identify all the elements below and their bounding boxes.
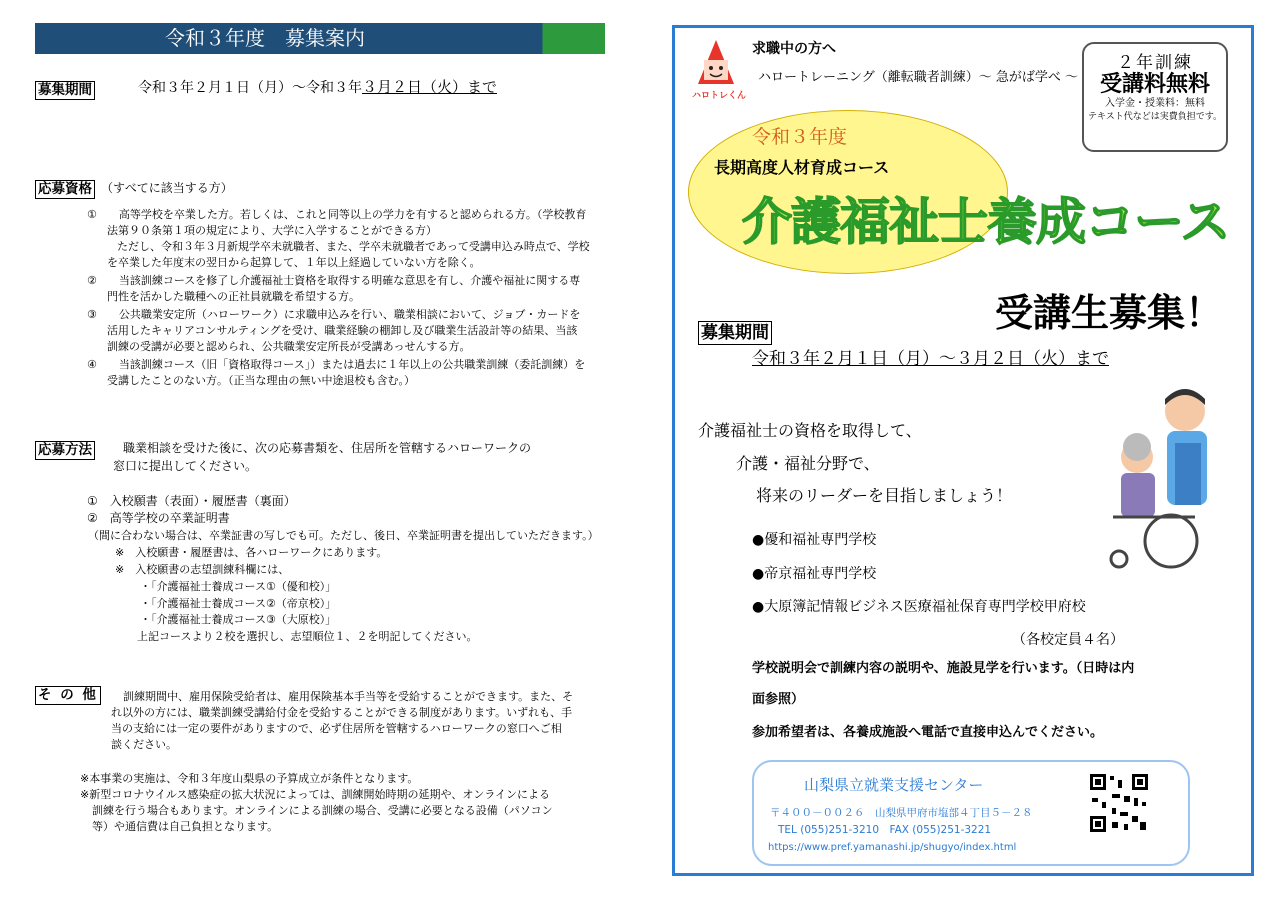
left-page-header — [35, 23, 605, 54]
left-header-title: 令和３年度 募集案内 — [165, 26, 365, 50]
qual-line-8: 活用したキャリアコンサルティングを受け、職業経験の棚卸し及び職業生活設計等の結果、当該 — [107, 324, 578, 337]
qual-line-5: ② 当該訓練コースを修了し介護福祉士資格を取得する明確な意思を有し、介護や福祉に関する専 — [87, 274, 581, 287]
qual-line-3: ただし、令和３年３月新規学卒未就職者、また、学卒未就職者であって受講申込み時点で、学校 — [117, 240, 590, 253]
method-item-8: ・「介護福祉士養成コース③（大原校）」 — [140, 613, 337, 626]
fee-detail-1: 入学金・授業料：無料 — [1105, 98, 1205, 109]
intro-line-1: 求職中の方へ — [752, 41, 836, 57]
caregiver-wheelchair-illustration — [1097, 383, 1221, 579]
briefing-line-1: 学校説明会で訓練内容の説明や、施設見学を行います。（日時は内 — [752, 661, 1135, 676]
harotore-mascot-logo — [692, 38, 747, 102]
school-1: ●優和福祉専門学校 — [752, 532, 877, 548]
fee-detail-2: テキスト代などは実費負担です。 — [1087, 112, 1223, 122]
briefing-line-3: 参加希望者は、各養成施設へ電話で直接申込んでください。 — [752, 725, 1104, 740]
period-label: 募集期間 — [35, 81, 95, 100]
period-start: 令和３年２月１日（月）～令和３年 — [138, 80, 362, 96]
price-badge — [1082, 42, 1228, 152]
method-item-4: ※ 入校願書・履歴書は、各ハローワークにあります。 — [115, 546, 388, 559]
center-address: 〒４００－００２６ 山梨県甲府市塩部４丁目５－２８ — [770, 807, 1033, 819]
method-item-5: ※ 入校願書の志望訓練科欄には、 — [115, 563, 290, 576]
right-period-label: 募集期間 — [698, 321, 772, 345]
method-line-1: 職業相談を受けた後に、次の応募書類を、住居所を管轄するハローワークの — [123, 441, 532, 455]
school-2: ●帝京福祉専門学校 — [752, 566, 877, 582]
year-label: 令和３年度 — [752, 126, 848, 148]
message-line-2: 介護・福祉分野で、 — [736, 454, 880, 473]
briefing-line-2: 面参照） — [752, 692, 805, 707]
course-title: 介護福祉士養成コース — [742, 193, 1230, 251]
qualification-note: （すべてに該当する方） — [101, 181, 233, 195]
capacity-note: （各校定員４名） — [1012, 632, 1124, 648]
method-label: 応募方法 — [35, 441, 95, 460]
qual-line-9: 訓練の受講が必要と認められ、公共職業安定所長が受講あっせんする方。 — [107, 340, 471, 353]
qualification-label: 応募資格 — [35, 180, 95, 199]
other-line-3: 当の支給には一定の要件がありますので、必ず住居所を管轄するハローワークの窓口へご相 — [111, 722, 562, 735]
method-item-2: ② 高等学校の卒業証明書 — [87, 511, 230, 525]
qual-line-7: ③ 公共職業安定所（ハローワーク）に求職申込みを行い、職業相談において、ジョブ・カードを — [87, 308, 581, 321]
other-line-2: れ以外の方には、職業訓練受講給付金を受給することができる制度があります。いずれも、手 — [111, 706, 573, 719]
qual-line-10: ④ 当該訓練コース（旧「資格取得コース」）または過去に１年以上の公共職業訓練（委託訓練）を — [87, 358, 586, 371]
center-url[interactable]: https://www.pref.yamanashi.jp/shugyo/index.html — [768, 842, 1017, 853]
period-end: ３月２日（火）まで — [362, 78, 498, 96]
right-period-text: 令和３年２月１日（月）～３月２日（火）まで — [752, 349, 1109, 369]
intro-line-2: ハロートレーニング（離転職者訓練）～ 急がば学べ ～ — [758, 70, 1079, 85]
method-item-7: ・「介護福祉士養成コース②（帝京校）」 — [140, 597, 337, 610]
message-line-1: 介護福祉士の資格を取得して、 — [698, 421, 922, 440]
other-line-1: 訓練期間中、雇用保険受給者は、雇用保険基本手当等を受給することができます。また、そ — [123, 690, 574, 703]
caregiver-icon — [1097, 383, 1221, 579]
center-name: 山梨県立就業支援センター — [804, 776, 984, 794]
qual-line-2: 法第９０条第１項の規定により、大学に入学することができる方） — [107, 224, 437, 237]
qual-line-11: 受講したことのない方。（正当な理由の無い中途退校も含む。） — [107, 374, 415, 387]
other-label: そ の 他 — [35, 686, 101, 705]
method-item-6: ・「介護福祉士養成コース①（優和校）」 — [140, 580, 337, 593]
note-line-2: ※新型コロナウイルス感染症の拡大状況によっては、訓練開始時期の延期や、オンラインによる — [80, 788, 551, 801]
free-tuition: 受講料無料 — [1099, 72, 1210, 97]
method-item-9: 上記コースより２校を選択し、志望順位１、２を明記してください。 — [137, 630, 478, 643]
period-text — [138, 80, 497, 97]
method-line-2: 窓口に提出してください。 — [113, 459, 258, 473]
course-subtitle: 長期高度人材育成コース — [714, 158, 890, 177]
method-item-1: ① 入校願書（表面）・履歴書（裏面） — [87, 494, 296, 508]
school-3: ●大原簿記情報ビジネス医療福祉保育専門学校甲府校 — [752, 599, 1086, 615]
qual-line-1: ① 高等学校を卒業した方。若しくは、これと同等以上の学力を有すると認められる方。（学校教育 — [87, 208, 587, 221]
recruit-heading: 受講生募集！ — [995, 290, 1224, 335]
note-line-4: 等）や通信費は自己負担となります。 — [92, 820, 279, 833]
note-line-3: 訓練を行う場合もあります。オンラインによる訓練の場合、受講に必要となる設備（パソコン — [92, 804, 553, 817]
center-tel-fax: TEL (055)251-3210 FAX (055)251-3221 — [778, 824, 992, 836]
message-line-3: 将来のリーダーを目指しましょう！ — [756, 486, 1013, 505]
other-line-4: 談ください。 — [111, 738, 177, 751]
note-line-1: ※本事業の実施は、令和３年度山梨県の予算成立が条件となります。 — [80, 772, 419, 785]
qual-line-4: を卒業した年度末の翌日から起算して、１年以上経過していない方を除く。 — [107, 256, 481, 269]
method-item-3: （間に合わない場合は、卒業証書の写しでも可。ただし、後日、卒業証明書を提出していただきます。） — [88, 529, 599, 542]
qual-line-6: 門性を活かした職種への正社員就職を希望する方。 — [107, 290, 360, 303]
qr-code-graphic — [1088, 772, 1150, 834]
training-length: ２年訓練 — [1117, 53, 1193, 73]
logo-caption: ハロトレくん — [692, 91, 747, 101]
qr-code-icon[interactable] — [1088, 772, 1150, 834]
